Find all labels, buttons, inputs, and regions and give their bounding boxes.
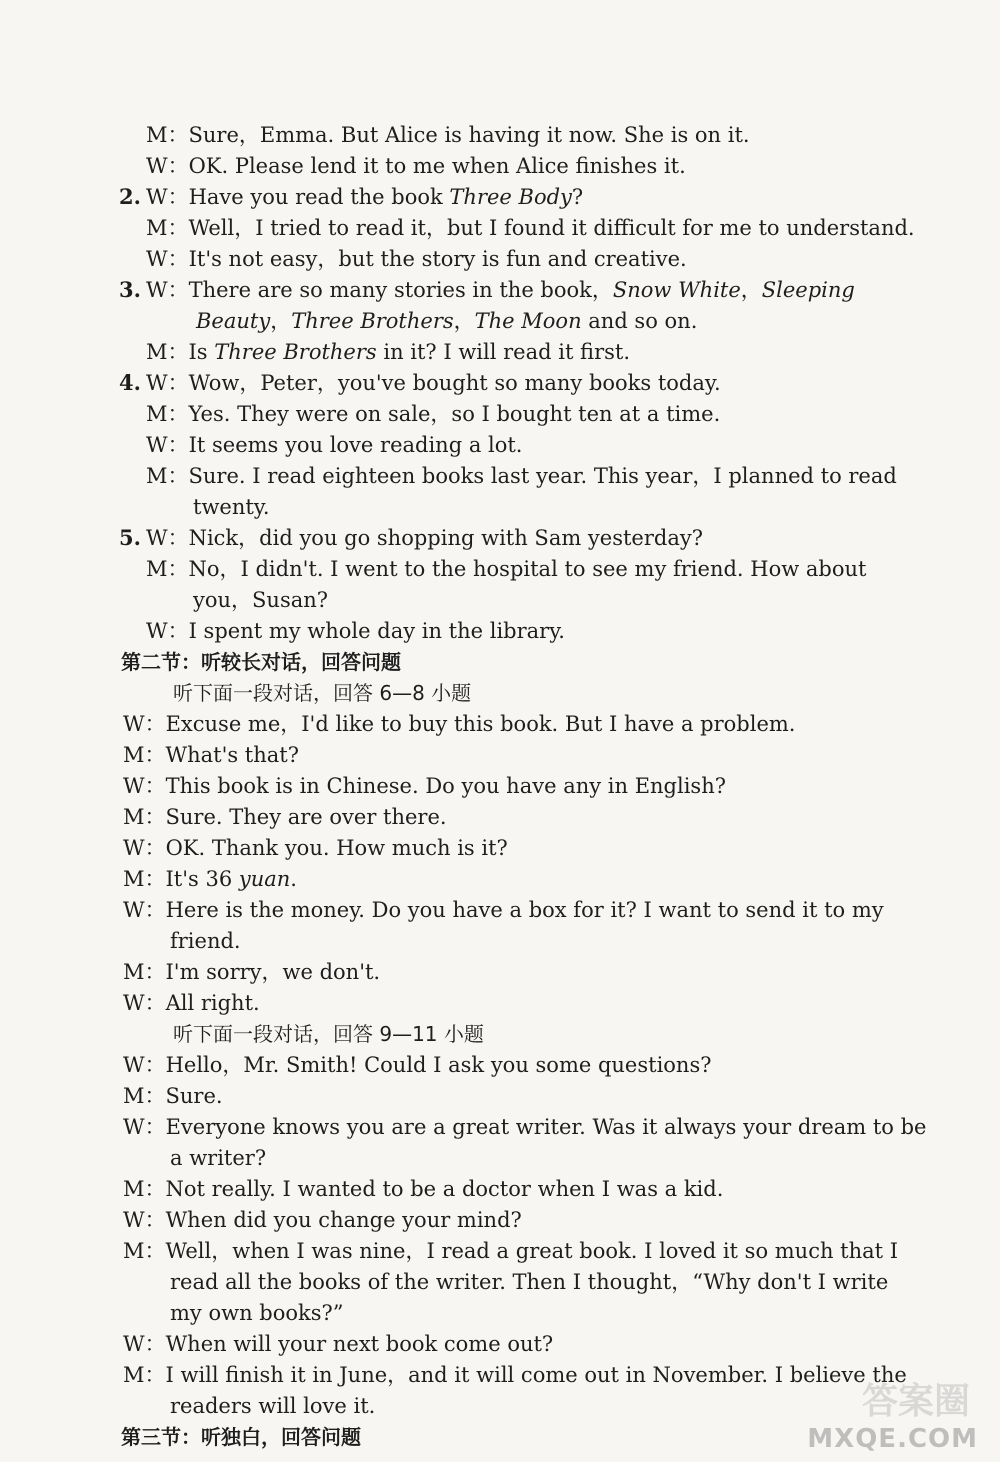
dialogue-line: readers will love it.: [170, 1394, 376, 1418]
dialogue-line: W：OK. Please lend it to me when Alice finishes it.: [146, 154, 686, 178]
dialogue-line: M：I'm sorry，we don't.: [123, 960, 381, 984]
dialogue-line: M：What's that?: [123, 743, 299, 767]
dialogue-line: W：When will your next book come out?: [123, 1332, 554, 1356]
dialogue-text: in it? I will read it first.: [376, 340, 630, 364]
currency-word: yuan: [238, 867, 291, 891]
book-title: Three Body: [449, 185, 572, 209]
item-number: 5.: [119, 525, 141, 550]
dialogue-line: M：Well，I tried to read it，but I found it difficult for me to understand.: [146, 216, 915, 240]
dialogue-line: W：Hello，Mr. Smith! Could I ask you some questions?: [123, 1053, 712, 1077]
item-5-line-1: [119, 523, 703, 553]
dialogue-line: W：I spent my whole day in the library.: [146, 619, 565, 643]
book-title: Three Brothers: [214, 340, 377, 364]
section-2-subheading-2: 听下面一段对话，回答 9—11 小题: [173, 1022, 484, 1046]
dialogue-line: W：It seems you love reading a lot.: [146, 433, 523, 457]
item-number: 3.: [119, 277, 141, 302]
dialogue-line: M：Well，when I was nine，I read a great book. I loved it so much that I: [123, 1239, 899, 1263]
dialogue-line: M：Sure.: [123, 1084, 223, 1108]
dialogue-line: M：Yes. They were on sale，so I bought ten at a time.: [146, 402, 721, 426]
dialogue-line: a writer?: [170, 1146, 267, 1170]
book-title: Snow White: [612, 278, 741, 302]
dialogue-line: W：Here is the money. Do you have a box for it? I want to send it to my: [123, 898, 884, 922]
dialogue-line: my own books?”: [170, 1301, 344, 1325]
dialogue-line: M：Not really. I wanted to be a doctor when I was a kid.: [123, 1177, 724, 1201]
section-2-heading: 第二节：听较长对话，回答问题: [121, 650, 401, 674]
book-title: Three Brothers: [291, 309, 454, 333]
dialogue-line: twenty.: [193, 495, 270, 519]
punctuation: ，: [740, 278, 762, 302]
dialogue-text: M：It's 36: [123, 867, 239, 891]
watermark-site: MXQE.COM: [807, 1424, 978, 1454]
dialogue-line: W：Excuse me，I'd like to buy this book. But I have a problem.: [123, 712, 796, 736]
section-3-heading: 第三节：听独白，回答问题: [121, 1425, 361, 1449]
dialogue-line: W：When did you change your mind?: [123, 1208, 522, 1232]
dialogue-text: and so on.: [581, 309, 698, 333]
dialogue-text: W：There are so many stories in the book，: [146, 278, 613, 302]
dialogue-line-price: [123, 864, 297, 894]
dialogue-line: read all the books of the writer. Then I thought，“Why don't I write: [170, 1270, 889, 1294]
item-number: 4.: [119, 370, 141, 395]
dialogue-line: W：OK. Thank you. How much is it?: [123, 836, 508, 860]
item-2-line-1: [119, 182, 583, 212]
dialogue-line: M：I will finish it in June，and it will come out in November. I believe the: [123, 1363, 907, 1387]
watermark-logo: 答案圈: [861, 1381, 970, 1422]
dialogue-line: M：Sure. I read eighteen books last year. This year，I planned to read: [146, 464, 897, 488]
dialogue-line: friend.: [170, 929, 241, 953]
dialogue-line: W：All right.: [123, 991, 260, 1015]
punctuation: ?: [571, 185, 584, 209]
dialogue-line: M：Sure，Emma. But Alice is having it now. She is on it.: [146, 123, 750, 147]
punctuation: .: [290, 867, 297, 891]
dialogue-text: W：Nick，did you go shopping with Sam yesterday?: [146, 526, 703, 550]
item-number: 2.: [119, 184, 141, 209]
dialogue-line: you，Susan?: [193, 588, 329, 612]
dialogue-text: M：Is: [146, 340, 215, 364]
book-title: Sleeping: [761, 278, 855, 302]
section-2-subheading-1: 听下面一段对话，回答 6—8 小题: [173, 681, 472, 705]
item-4-line-1: [119, 368, 721, 398]
dialogue-line: W：Everyone knows you are a great writer. Was it always your dream to be: [123, 1115, 927, 1139]
dialogue-line: W：It's not easy，but the story is fun and creative.: [146, 247, 687, 271]
book-title: Beauty: [196, 309, 271, 333]
item-3-line-3: [146, 337, 630, 367]
punctuation: ，: [453, 309, 475, 333]
dialogue-line: M：No，I didn't. I went to the hospital to see my friend. How about: [146, 557, 867, 581]
dialogue-line: W：This book is in Chinese. Do you have any in English?: [123, 774, 726, 798]
dialogue-text: W：Have you read the book: [146, 185, 450, 209]
item-3-line-1: [119, 275, 855, 305]
item-3-line-2: [196, 306, 697, 336]
dialogue-text: W：Wow，Peter，you've bought so many books today.: [146, 371, 721, 395]
book-title: The Moon: [474, 309, 582, 333]
dialogue-line: M：Sure. They are over there.: [123, 805, 447, 829]
punctuation: ，: [270, 309, 292, 333]
